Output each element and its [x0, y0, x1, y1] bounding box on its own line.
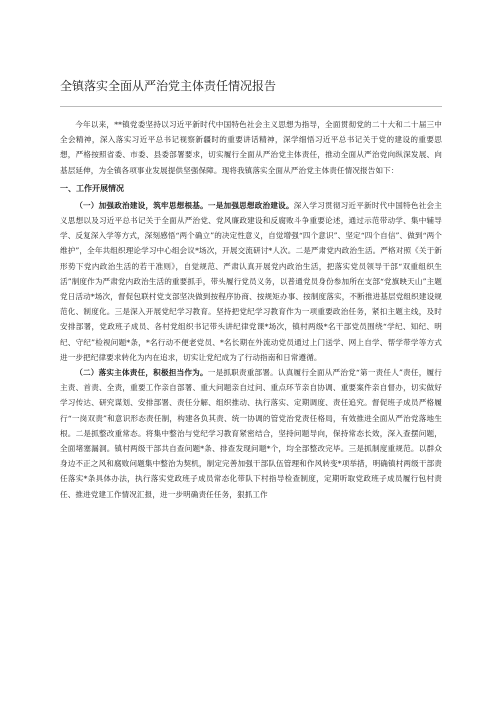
section-heading: 一、工作开展情况 [60, 182, 124, 193]
paragraph-1-body: 深入学习贯彻习近平新时代中国特色社会主义思想以及习近平总书记关于全面从严治党、党风廉政建设和反腐败斗争重要论述，通过示范带动学、集中辅导学、反复深入学等方式，深刻感悟“两个确立”的决定性意义，自觉增强“四个意识”、坚定“四个自信”、做到“两个维护”，全年共组织理论学习中心组会议*场次，开展交流研讨*人次。二是严肃党内政治生活。严格对照《关于新形势下党内政治生活的若干准则》，自觉规范、严肃认真开展党内政治生活，把落实党员领导干部“双重组织生活”制度作为严肃党内政治生活的重要抓手，带头履行党员义务，以普通党员身份参加所在支部“党旗映天山”主题党日活动*场次，督促包联村党支部坚决做到按程序协商、按规矩办事、按制度落实，不断推进基层党组织建设规范化、制度化。三是深入开展党纪学习教育。坚持把党纪学习教育作为一项重要政治任务，紧扣主题主线，及时安排部署，党政班子成员、各村党组织书记带头讲纪律党课*场次，镇村两级*名干部党员围绕“学纪、知纪、明纪、守纪”检视问题*条，*名行动不便老党员、*名长期在外流动党员通过上门送学、网上自学、帮学带学等方式进一步把纪律要求转化为内在追求，切实让党纪成为了行动指南和日常遵循。 [60, 200, 442, 362]
title-divider [60, 106, 442, 107]
paragraph-1 [60, 198, 442, 365]
document-title: 全镇落实全面从严治党主体责任情况报告 [60, 79, 277, 93]
paragraph-2-body: 一是抓职责重部署。认真履行全面从严治党“第一责任人”责任，履行主责、首责、全责，重要工作亲自部署、重大问题亲自过问、重点环节亲自协调、重要案件亲自督办，切实做好学习传达、研究谋划、安排部署、责任分解、组织推动、执行落实、定期调度、责任追究。督促班子成员严格履行“一岗双责”和意识形态责任制，构建各负其责、统一协调的管党治党责任格局，有效推进全面从严治党落地生根。二是抓整改重常态。将集中整治与党纪学习教育紧密结合，坚持问题导向，保持常态长效，深入查摆问题，全面堵塞漏洞。镇村两级干部共自查问题*条、排查发现问题*个，均全部整改完毕。三是抓制度重规范。以群众身边不正之风和腐败问题集中整治为契机，制定完善加强干部队伍管理和作风转变*项举措，明确镇村两级干部责任落实*条具体办法，执行落实党政班子成员常态化带队下村指导检查制度，定期听取党政班子成员履行包村责任、推进党建工作情况汇报，进一步明确责任任务，狠抓工作 [60, 368, 442, 499]
paragraph-1-lead: （一）加强政治建设，筑牢思想根基。一是加强思想政治建设。 [75, 200, 294, 210]
paragraph-2-lead: （二）落实主体责任，积极担当作为。 [75, 368, 208, 378]
paragraph-2 [60, 365, 442, 502]
intro-paragraph: 今年以来，**镇党委坚持以习近平新时代中国特色社会主义思想为指导，全面贯彻党的二十大和二十届三中全会精神，深入落实习近平总书记视察新疆时的重要讲话精神，深学细悟习近平总书记关于党的建设的重要思想，严格按照省委、市委、县委部署要求，切实履行全面从严治党主体责任，推动全面从严治党向纵深发展、向基层延伸，为全镇各项事业发展提供坚强保障。现将我镇落实全面从严治党主体责任情况报告如下： [60, 120, 442, 175]
